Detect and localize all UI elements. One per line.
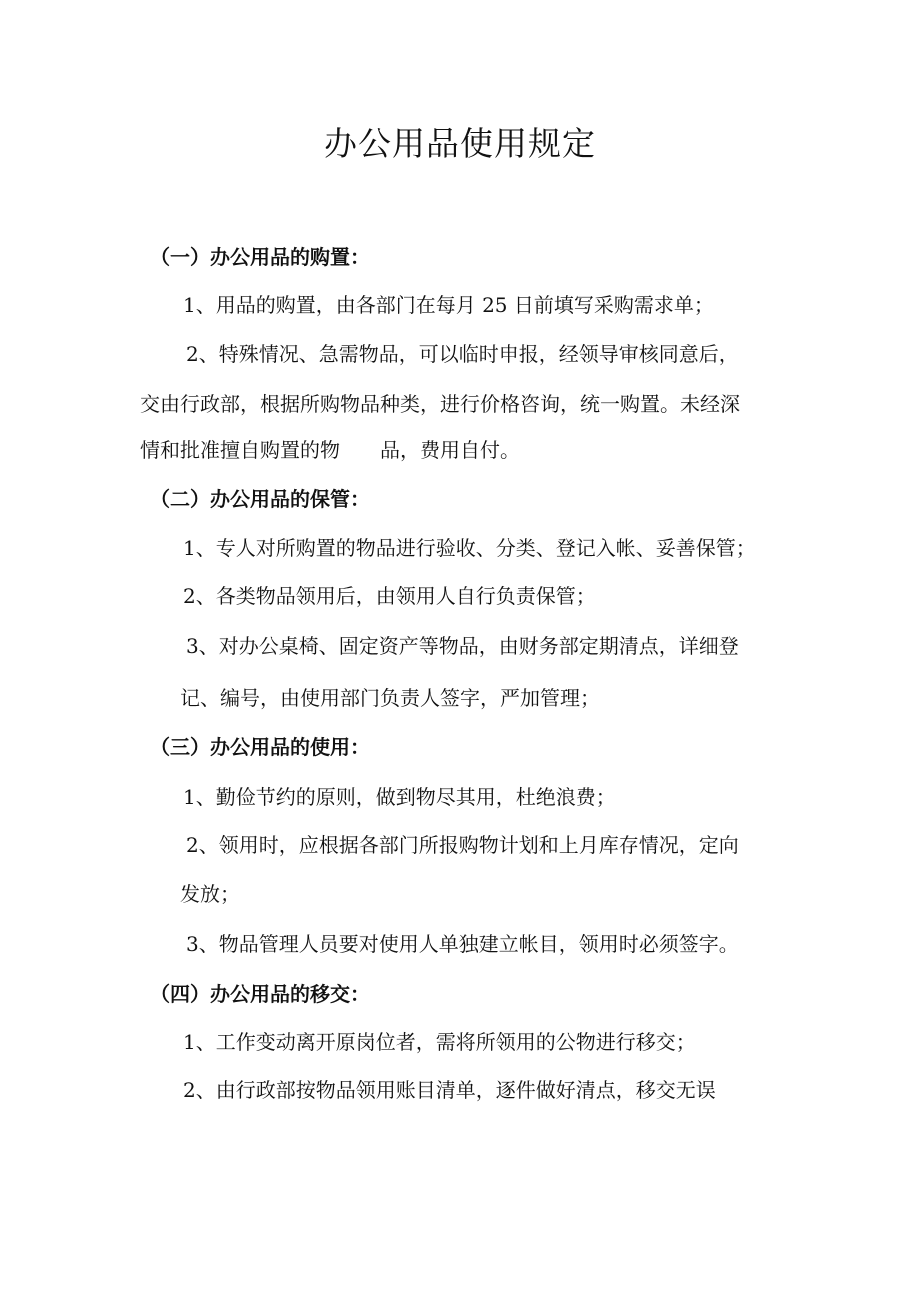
section-1-item-2-cont-2: 情和批准擅自购置的物 品，费用自付。 (140, 438, 520, 462)
section-3-item-2: 2、领用时，应根据各部门所报购物计划和上月库存情况，定向 (186, 833, 739, 857)
section-1-item-2: 2、特殊情况、急需物品，可以临时申报，经领导审核同意后， (186, 342, 739, 366)
section-4-item-1: 1、工作变动离开原岗位者，需将所领用的公物进行移交； (183, 1030, 696, 1054)
section-2-item-3-cont: 记、编号，由使用部门负责人签字，严加管理； (180, 686, 600, 710)
section-3-heading: （三）办公用品的使用： (150, 735, 370, 759)
section-3-item-3: 3、物品管理人员要对使用人单独建立帐目，领用时必须签字。 (186, 932, 739, 956)
section-1-item-1: 1、用品的购置，由各部门在每月 25 日前填写采购需求单； (183, 293, 714, 317)
section-1-heading: （一）办公用品的购置： (150, 245, 370, 269)
section-3-item-2-cont: 发放； (180, 882, 240, 906)
section-3-item-1: 1、勤俭节约的原则，做到物尽其用，杜绝浪费； (183, 785, 616, 809)
section-4-item-2: 2、由行政部按物品领用账目清单，逐件做好清点，移交无误 (183, 1078, 716, 1102)
section-2-heading: （二）办公用品的保管： (150, 487, 370, 511)
document-title: 办公用品使用规定 (324, 124, 596, 163)
section-2-item-2: 2、各类物品领用后，由领用人自行负责保管； (183, 584, 596, 608)
section-4-heading: （四）办公用品的移交： (150, 982, 370, 1006)
section-2-item-3: 3、对办公桌椅、固定资产等物品，由财务部定期清点，详细登 (186, 634, 739, 658)
section-2-item-1: 1、专人对所购置的物品进行验收、分类、登记入帐、妥善保管； (183, 536, 756, 560)
section-1-item-2-cont-1: 交由行政部，根据所购物品种类，进行价格咨询，统一购置。未经深 (140, 392, 740, 416)
